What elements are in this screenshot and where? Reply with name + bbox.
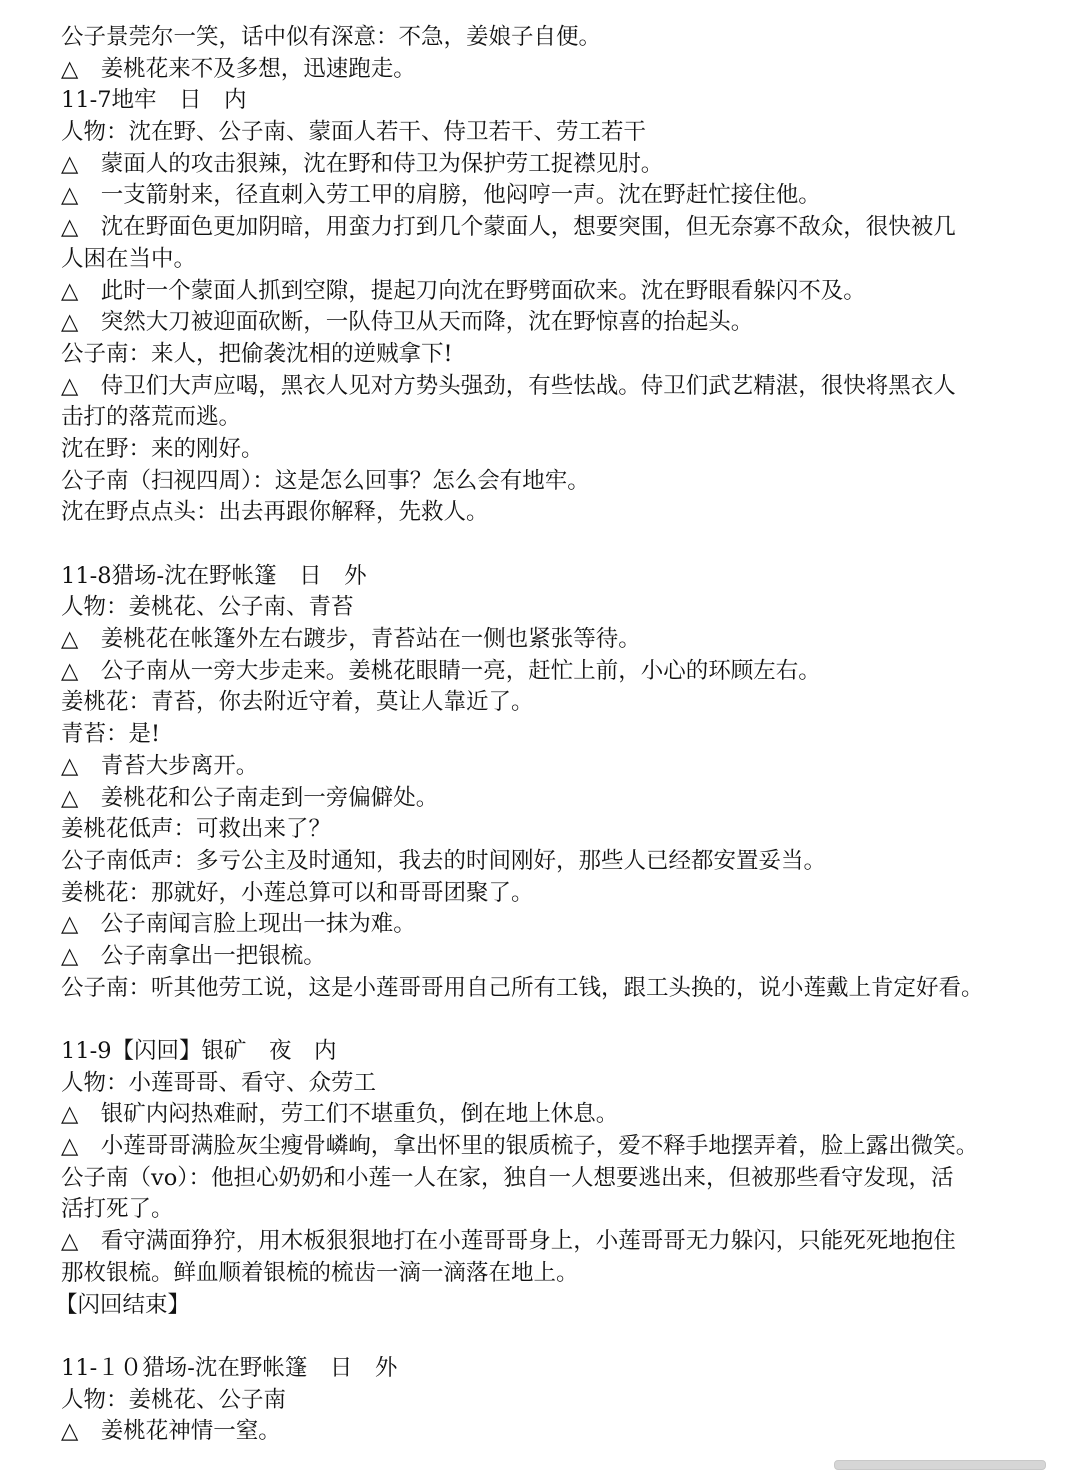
dialogue-line: 沈在野点点头：出去再跟你解释，先救人。 bbox=[61, 499, 489, 526]
characters-line: 人物：姜桃花、公子南、青苔 bbox=[61, 594, 354, 621]
characters-line: 人物：姜桃花、公子南 bbox=[61, 1386, 287, 1413]
action-line: △ 青苔大步离开。 bbox=[61, 752, 259, 779]
dialogue-line: 公子南低声：多亏公主及时通知，我去的时间刚好，那些人已经都安置妥当。 bbox=[61, 847, 827, 874]
dialogue-line: 公子南（vo）：他担心奶奶和小莲一人在家，独自一人想要逃出来，但被那些看守发现，活 bbox=[61, 1164, 954, 1191]
action-line: △ 公子南从一旁大步走来。姜桃花眼睛一亮，赶忙上前，小心的环顾左右。 bbox=[61, 657, 821, 684]
action-line: △ 姜桃花和公子南走到一旁偏僻处。 bbox=[61, 784, 439, 811]
scene-heading: 11-7地牢 日 内 bbox=[61, 87, 247, 114]
dialogue-line: 青苔：是! bbox=[61, 721, 161, 748]
dialogue-line-continued: 活打死了。 bbox=[61, 1196, 174, 1223]
dialogue-line: 公子南：听其他劳工说，这是小莲哥哥用自己所有工钱，跟工头换的，说小莲戴上肯定好看。 bbox=[61, 974, 984, 1001]
action-line-continued: 人困在当中。 bbox=[61, 245, 197, 272]
characters-line: 人物：小莲哥哥、看守、众劳工 bbox=[61, 1069, 377, 1096]
scene-heading: 11-8猎场-沈在野帐篷 日 外 bbox=[61, 562, 367, 589]
action-line: △ 公子南拿出一把银梳。 bbox=[61, 942, 326, 969]
action-line-continued: 击打的落荒而逃。 bbox=[61, 404, 242, 431]
action-line: △ 小莲哥哥满脸灰尘瘦骨嶙峋，拿出怀里的银质梳子，爱不释手地摆弄着，脸上露出微笑。 bbox=[61, 1133, 979, 1160]
action-line: △ 姜桃花来不及多想，迅速跑走。 bbox=[61, 55, 416, 82]
dialogue-line: 公子南（扫视四周）：这是怎么回事？怎么会有地牢。 bbox=[61, 467, 590, 494]
action-line: △ 此时一个蒙面人抓到空隙，提起刀向沈在野劈面砍来。沈在野眼看躲闪不及。 bbox=[61, 277, 866, 304]
blank-line bbox=[61, 1004, 1061, 1036]
scene-heading: 11-１０猎场-沈在野帐篷 日 外 bbox=[61, 1354, 398, 1381]
action-line-continued: 那枚银梳。鲜血顺着银梳的梳齿一滴一滴落在地上。 bbox=[61, 1259, 579, 1286]
action-line: △ 姜桃花神情一窒。 bbox=[61, 1418, 281, 1445]
blank-line bbox=[61, 1321, 1061, 1353]
dialogue-line: 公子景莞尔一笑，话中似有深意：不急，姜娘子自便。 bbox=[61, 24, 602, 50]
horizontal-scrollbar[interactable] bbox=[0, 1455, 1080, 1473]
dialogue-line: 姜桃花低声：可救出来了？ bbox=[61, 816, 332, 843]
action-line: △ 一支箭射来，径直刺入劳工甲的肩膀，他闷哼一声。沈在野赶忙接住他。 bbox=[61, 182, 821, 209]
blank-line bbox=[61, 529, 1061, 561]
action-line: △ 姜桃花在帐篷外左右踱步，青苔站在一侧也紧张等待。 bbox=[61, 626, 641, 653]
action-line: △ 蒙面人的攻击狠辣，沈在野和侍卫为保护劳工捉襟见肘。 bbox=[61, 150, 664, 177]
action-line: △ 银矿内闷热难耐，劳工们不堪重负，倒在地上休息。 bbox=[61, 1101, 619, 1128]
dialogue-line: 姜桃花：青苔，你去附近守着，莫让人靠近了。 bbox=[61, 689, 534, 716]
characters-line: 人物：沈在野、公子南、蒙面人若干、侍卫若干、劳工若干 bbox=[61, 119, 647, 146]
action-line: △ 突然大刀被迎面砍断，一队侍卫从天而降，沈在野惊喜的抬起头。 bbox=[61, 309, 754, 336]
script-body bbox=[55, 22, 1061, 1448]
action-line: △ 侍卫们大声应喝，黑衣人见对方势头强劲，有些怯战。侍卫们武艺精湛，很快将黑衣人 bbox=[61, 372, 956, 399]
action-line: △ 沈在野面色更加阴暗，用蛮力打到几个蒙面人，想要突围，但无奈寡不敌众，很快被几 bbox=[61, 214, 956, 241]
flashback-end: 【闪回结束】 bbox=[55, 1291, 191, 1318]
dialogue-line: 沈在野：来的刚好。 bbox=[61, 435, 264, 462]
action-line: △ 公子南闻言脸上现出一抹为难。 bbox=[61, 911, 416, 938]
scene-heading: 11-9【闪回】银矿 夜 内 bbox=[61, 1038, 337, 1064]
action-line: △ 看守满面狰狞，用木板狠狠地打在小莲哥哥身上，小莲哥哥无力躲闪，只能死死地抱住 bbox=[61, 1228, 956, 1255]
dialogue-line: 公子南：来人，把偷袭沈相的逆贼拿下! bbox=[61, 340, 453, 367]
dialogue-line: 姜桃花：那就好，小莲总算可以和哥哥团聚了。 bbox=[61, 879, 534, 906]
scrollbar-thumb[interactable] bbox=[834, 1460, 1046, 1470]
